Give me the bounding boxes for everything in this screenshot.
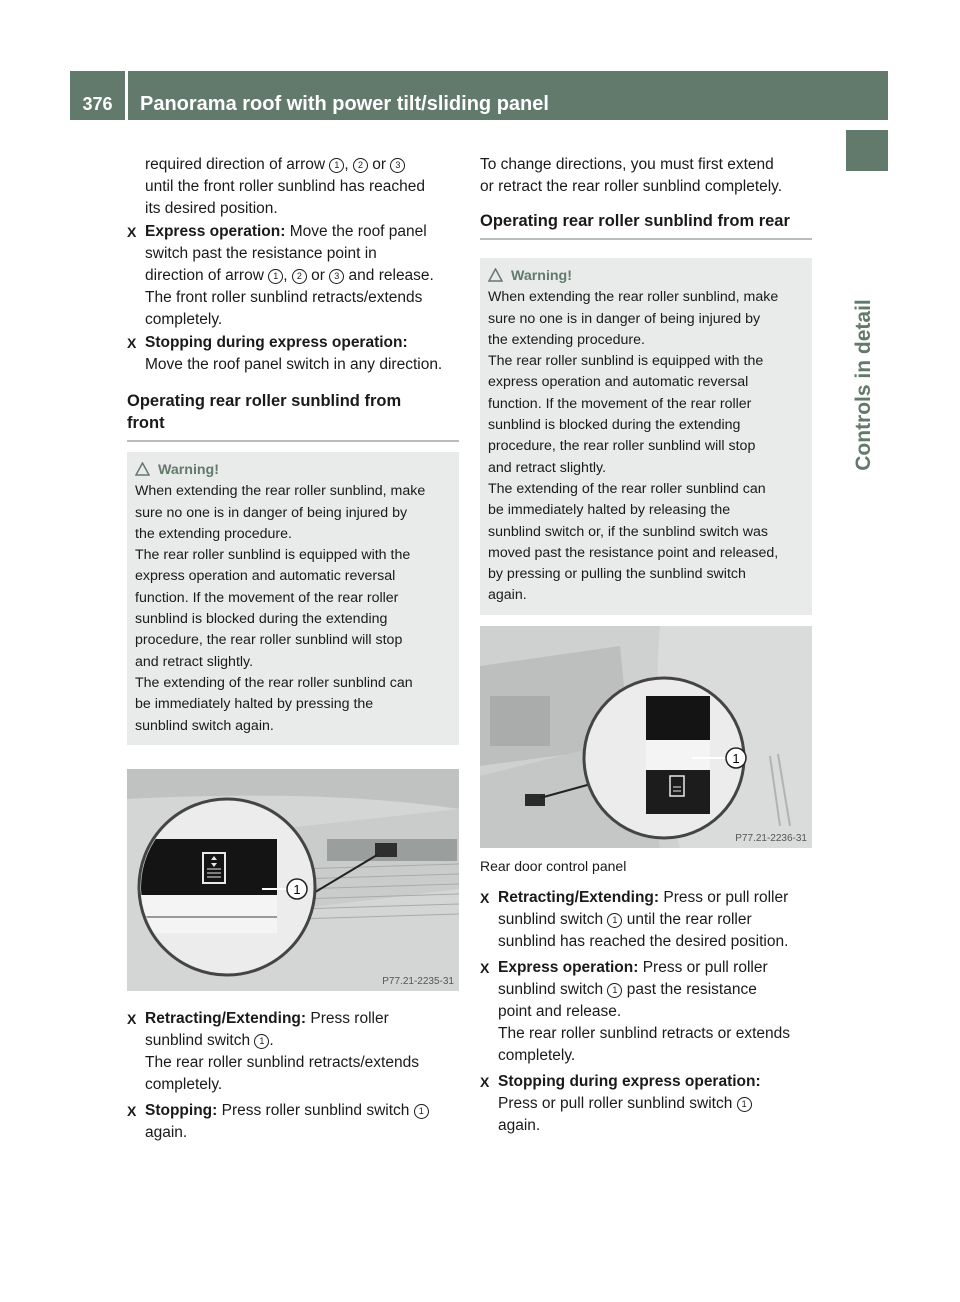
side-tab-block — [846, 130, 888, 171]
figure-code: P77.21-2236-31 — [735, 833, 807, 844]
figure-overhead-panel — [127, 769, 459, 991]
figure-caption: Rear door control panel — [480, 858, 627, 874]
callout-1-icon: 1 — [414, 1104, 429, 1119]
side-tab-label: Controls in detail — [852, 299, 875, 471]
step-arrow-icon: X — [480, 960, 490, 976]
page-header — [70, 71, 888, 120]
callout-1-icon: 1 — [737, 1097, 752, 1112]
callout-1-icon: 1 — [607, 983, 622, 998]
intro-text: To change directions, you must first extend or retract the rear roller sunblind completely. — [480, 156, 783, 195]
warning-triangle-icon — [135, 462, 150, 476]
warning-box-front — [127, 452, 459, 745]
step-stopping-express: X Stopping during express operation: Move the roof panel switch in any direction. — [127, 334, 443, 373]
figure-code: P77.21-2235-31 — [382, 976, 454, 987]
step-retracting-extending: X Retracting/Extending: Press roller sunblind switch 1 . The rear roller sunblind retracts/extends completely. — [127, 1010, 419, 1093]
figure-rear-door-panel — [480, 626, 812, 848]
step-express-operation: X Express operation: Move the roof panel switch past the resistance point in direction of arrow 1 , 2 or 3 and release. The front roller sunblind retracts/extends completely. — [127, 223, 434, 328]
right-steps — [480, 855, 812, 1137]
section-heading-front: Operating rear roller sunblind from front — [127, 390, 459, 442]
continuation-text: required direction of arrow 1 , 2 or 3 until the front roller sunblind has reached its desired position. — [145, 156, 426, 217]
page-title: Panorama roof with power tilt/sliding panel — [128, 71, 888, 120]
step-arrow-icon: X — [127, 1103, 137, 1119]
callout-1-icon: 1 — [329, 158, 344, 173]
warning-title: Warning! — [488, 266, 804, 287]
step-arrow-icon: X — [480, 890, 490, 906]
step-express-operation: X Express operation: Press or pull roller sunblind switch 1 past the resistance point and release. The rear roller sunblind retracts or extends completely. — [480, 959, 791, 1064]
right-column — [480, 154, 812, 615]
callout-3-icon: 3 — [390, 158, 405, 173]
warning-box-rear — [480, 258, 812, 615]
step-stopping-express: X Stopping during express operation: Press or pull roller sunblind switch 1 again. — [480, 1073, 761, 1134]
warning-title: Warning! — [135, 460, 451, 481]
callout-2-icon: 2 — [292, 269, 307, 284]
callout-1-icon: 1 — [268, 269, 283, 284]
warning-text: When extending the rear roller sunblind, make sure no one is in danger of being injured by the extending procedure. The rear roller sunblind is equipped with the express operation and automatic reversal function. If the movement of the rear roller sunblind is blocked during the extending procedure, the rear roller sunblind will stop and retract slightly. The extending of the rear roller sunblind can be immediately halted by pressing the sunblind switch again. — [135, 483, 426, 734]
warning-triangle-icon — [488, 268, 503, 282]
callout-2-icon: 2 — [353, 158, 368, 173]
step-retracting-extending: X Retracting/Extending: Press or pull roller sunblind switch 1 until the rear roller sunblind has reached the desired position. — [480, 889, 789, 950]
step-arrow-icon: X — [480, 1074, 490, 1090]
callout-1-icon: 1 — [607, 913, 622, 928]
figure-callout-1: 1 — [732, 751, 740, 766]
warning-text: When extending the rear roller sunblind, make sure no one is in danger of being injured by the extending procedure. The rear roller sunblind is equipped with the express operation and automatic reversal function. If the movement of the rear roller sunblind is blocked during the extending procedure, the rear roller sunblind will stop and retract slightly. The extending of the rear roller sunblind can be immediately halted by releasing the sunblind switch or, if the sunblind switch was moved past the resistance point and released, by pressing or pulling the sunblind switch again. — [488, 289, 779, 604]
figure-callout-1: 1 — [293, 882, 301, 897]
page-number: 376 — [70, 71, 125, 120]
section-heading-rear: Operating rear roller sunblind from rear — [480, 210, 812, 240]
callout-3-icon: 3 — [329, 269, 344, 284]
side-tab — [840, 195, 888, 575]
step-stopping: X Stopping: Press roller sunblind switch 1 again. — [127, 1100, 459, 1144]
step-arrow-icon: X — [127, 1011, 137, 1027]
step-arrow-icon: X — [127, 335, 137, 351]
overhead-control-panel-illustration — [127, 769, 459, 991]
left-steps — [127, 1008, 459, 1144]
rear-door-panel-illustration — [480, 626, 812, 848]
callout-1-icon: 1 — [254, 1034, 269, 1049]
step-arrow-icon: X — [127, 224, 137, 240]
left-column — [127, 154, 459, 745]
